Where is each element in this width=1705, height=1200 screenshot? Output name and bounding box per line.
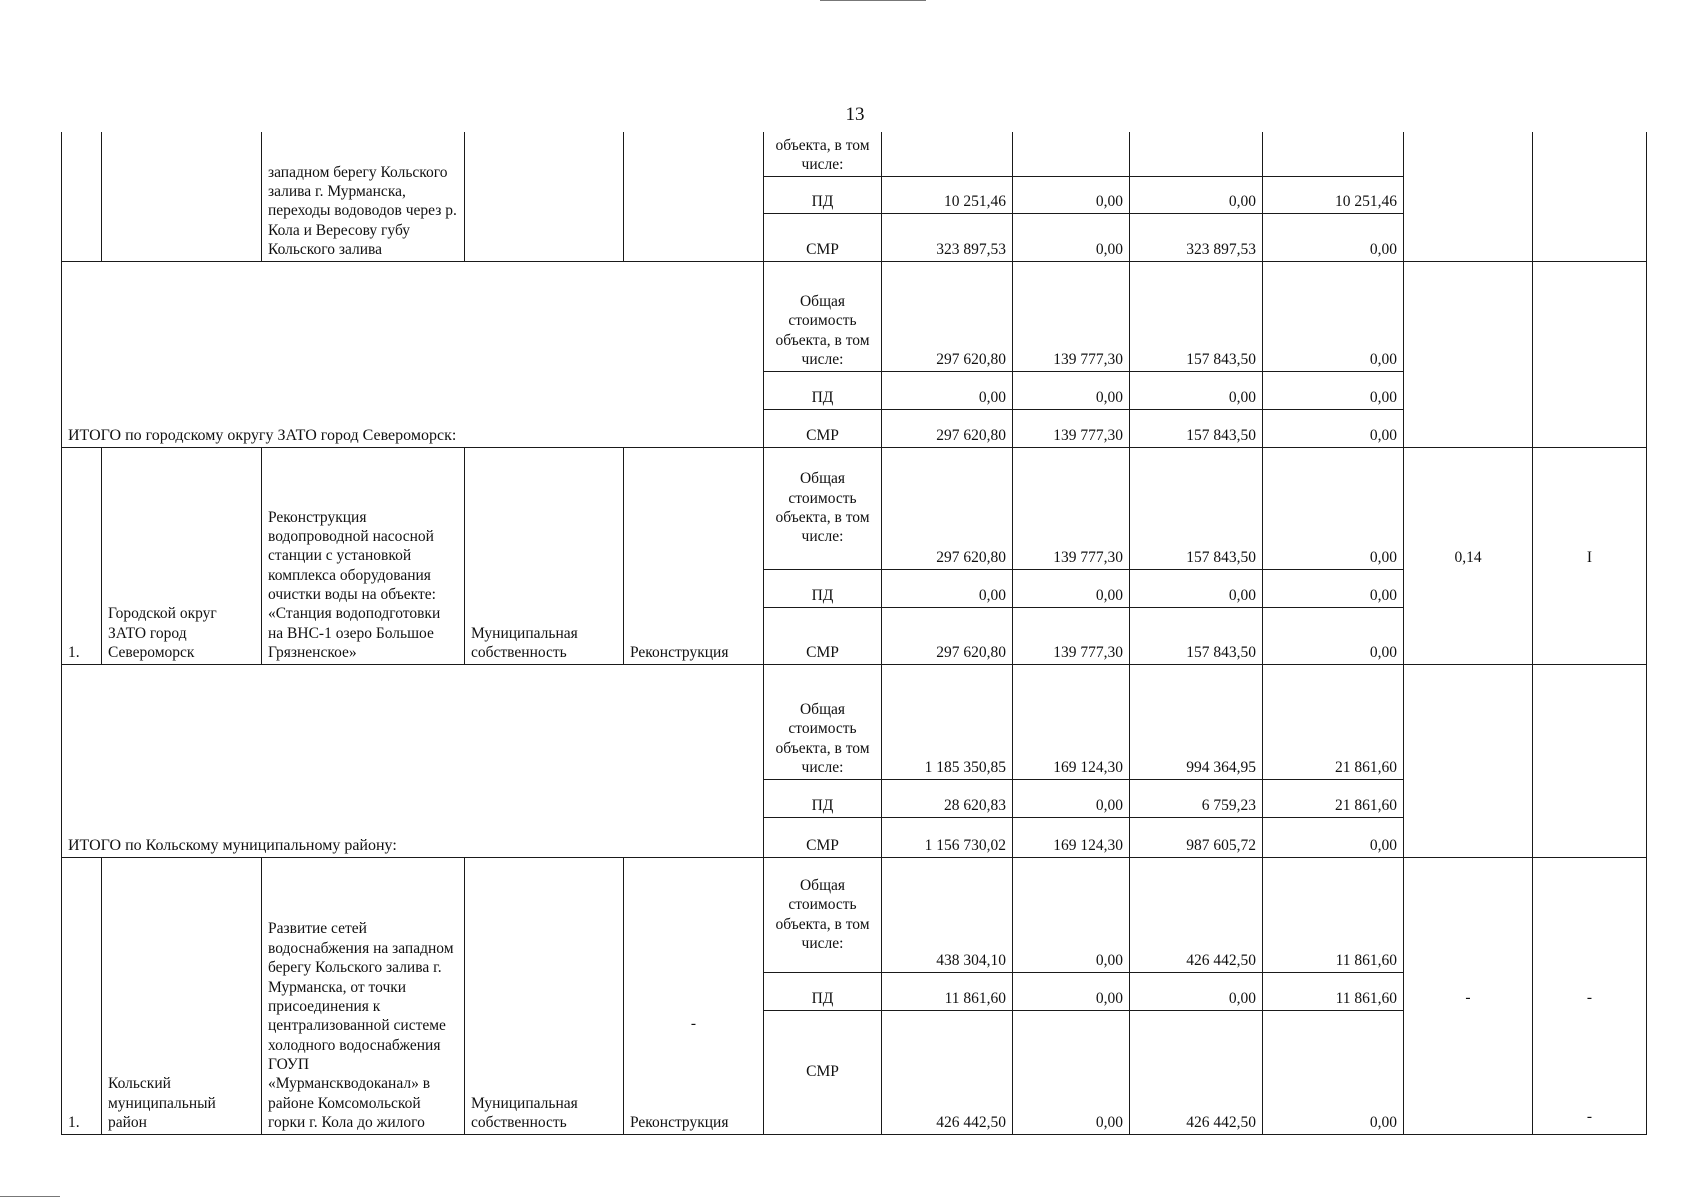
cell-value: 0,00 bbox=[1013, 371, 1130, 409]
cell-value: 987 605,72 bbox=[1130, 817, 1263, 857]
cell-object: Реконструкция водопроводной насосной станции с установкой комплекса оборудования очистки воды на объекте: «Станция водоподготовки на ВНС-1 озеро Большое Грязненское» bbox=[262, 447, 465, 664]
table-row bbox=[62, 664, 1647, 779]
cell-value: 139 777,30 bbox=[1013, 409, 1130, 447]
cell-value bbox=[1130, 132, 1263, 176]
cell-value: 0,00 bbox=[1130, 176, 1263, 213]
subtotal-label: ИТОГО по Кольскому муниципальному району: bbox=[62, 664, 764, 857]
subtotal-label: ИТОГО по городскому округу ЗАТО город Североморск: bbox=[62, 261, 764, 447]
cell-value: 0,00 bbox=[1013, 857, 1130, 972]
scan-artifact-top bbox=[820, 0, 926, 1]
cell-year bbox=[1533, 664, 1647, 857]
cell-cost-label: ПД bbox=[764, 176, 882, 213]
cell-value: 0,00 bbox=[1263, 261, 1404, 371]
cell-value: 21 861,60 bbox=[1263, 664, 1404, 779]
cell-value: 0,00 bbox=[1130, 371, 1263, 409]
cell-cost-label: СМР bbox=[764, 607, 882, 664]
cell-power: 0,14 bbox=[1404, 447, 1533, 664]
page-number: 13 bbox=[845, 104, 865, 125]
cell-value: 139 777,30 bbox=[1013, 447, 1130, 569]
scan-artifact-bottom bbox=[0, 1196, 60, 1197]
cell-value bbox=[1013, 132, 1130, 176]
cell-value: 0,00 bbox=[1263, 607, 1404, 664]
cell-value: 157 843,50 bbox=[1130, 261, 1263, 371]
cell-value: 0,00 bbox=[1263, 569, 1404, 607]
cell-value: 297 620,80 bbox=[882, 607, 1013, 664]
cell-owner: Кольский муниципальный район bbox=[102, 857, 262, 1134]
cell-value: 426 442,50 bbox=[1130, 857, 1263, 972]
cell-cost-label: СМР bbox=[764, 409, 882, 447]
cell-object: западном берегу Кольского залива г. Мурманска, переходы водоводов через р. Кола и Вересову губу Кольского залива bbox=[262, 132, 465, 261]
work-type-text: Реконструкция bbox=[630, 1114, 729, 1132]
cell-owner bbox=[102, 132, 262, 261]
cell-power bbox=[1404, 664, 1533, 857]
cell-value: 10 251,46 bbox=[882, 176, 1013, 213]
cell-value: 11 861,60 bbox=[1263, 857, 1404, 972]
cell-value: 323 897,53 bbox=[1130, 213, 1263, 261]
cell-value: 6 759,23 bbox=[1130, 779, 1263, 817]
cell-cost-label: СМР bbox=[764, 1010, 882, 1134]
cell-ownership: Муниципальная собственность bbox=[465, 447, 624, 664]
cell-value: 438 304,10 bbox=[882, 857, 1013, 972]
cell-value: 297 620,80 bbox=[882, 409, 1013, 447]
cell-value: 11 861,60 bbox=[1263, 972, 1404, 1010]
cell-value: 1 156 730,02 bbox=[882, 817, 1013, 857]
cell-value: 0,00 bbox=[882, 371, 1013, 409]
cell-value: 0,00 bbox=[1013, 779, 1130, 817]
cell-num: 1. bbox=[62, 857, 102, 1134]
cell-value bbox=[1263, 132, 1404, 176]
year-mark-2: - bbox=[1586, 1107, 1593, 1125]
cell-cost-label: Общая стоимость объекта, в том числе: bbox=[764, 857, 882, 972]
cell-value: 139 777,30 bbox=[1013, 261, 1130, 371]
cell-value: 0,00 bbox=[882, 569, 1013, 607]
cell-work-type: Реконструкция bbox=[624, 447, 764, 664]
cell-year bbox=[1533, 132, 1647, 261]
table-row bbox=[62, 261, 1647, 371]
cell-value: 0,00 bbox=[1013, 972, 1130, 1010]
cell-cost-label: СМР bbox=[764, 213, 882, 261]
cell-year: I bbox=[1533, 447, 1647, 664]
cell-value: 157 843,50 bbox=[1130, 409, 1263, 447]
cell-value: 28 620,83 bbox=[882, 779, 1013, 817]
cell-value: 297 620,80 bbox=[882, 447, 1013, 569]
cell-cost-label: ПД bbox=[764, 972, 882, 1010]
cell-value: 297 620,80 bbox=[882, 261, 1013, 371]
cell-value: 21 861,60 bbox=[1263, 779, 1404, 817]
cell-cost-label: Общая стоимость объекта, в том числе: bbox=[764, 664, 882, 779]
cell-value: 139 777,30 bbox=[1013, 607, 1130, 664]
cell-value: 0,00 bbox=[1130, 972, 1263, 1010]
cell-num bbox=[62, 132, 102, 261]
cell-cost-label: объекта, в том числе: bbox=[764, 132, 882, 176]
cell-value: 0,00 bbox=[1263, 213, 1404, 261]
cell-value: 169 124,30 bbox=[1013, 664, 1130, 779]
cell-year bbox=[1533, 261, 1647, 447]
cell-value: 0,00 bbox=[1013, 213, 1130, 261]
cell-value: 157 843,50 bbox=[1130, 607, 1263, 664]
investment-table bbox=[61, 132, 1647, 1135]
cell-value: 0,00 bbox=[1263, 447, 1404, 569]
cell-power: - bbox=[1404, 857, 1533, 1134]
cell-value bbox=[882, 132, 1013, 176]
cell-cost-label: ПД bbox=[764, 371, 882, 409]
cell-value: 0,00 bbox=[1263, 409, 1404, 447]
cell-value: 0,00 bbox=[1013, 176, 1130, 213]
cell-object: Развитие сетей водоснабжения на западном берегу Кольского залива г. Мурманска, от точки присоединения к централизованной системе холодного водоснабжения ГОУП «Мурманскводоканал» в районе Комсомольской горки г. Кола до жилого bbox=[262, 857, 465, 1134]
cell-value: 0,00 bbox=[1130, 569, 1263, 607]
cell-cost-label: Общая стоимость объекта, в том числе: bbox=[764, 447, 882, 569]
cell-value: 11 861,60 bbox=[882, 972, 1013, 1010]
cell-cost-label: СМР bbox=[764, 817, 882, 857]
cell-cost-label: Общая стоимость объекта, в том числе: bbox=[764, 261, 882, 371]
cell-value: 426 442,50 bbox=[1130, 1010, 1263, 1134]
cell-num: 1. bbox=[62, 447, 102, 664]
cell-value: 1 185 350,85 bbox=[882, 664, 1013, 779]
table-row bbox=[62, 132, 1647, 176]
table-row bbox=[62, 447, 1647, 569]
cell-ownership bbox=[465, 132, 624, 261]
cell-value: 994 364,95 bbox=[1130, 664, 1263, 779]
table-row bbox=[62, 857, 1647, 972]
cell-value: 0,00 bbox=[1263, 817, 1404, 857]
cell-work-type bbox=[624, 132, 764, 261]
cell-power bbox=[1404, 132, 1533, 261]
year-mark: - bbox=[1586, 988, 1593, 1006]
cell-value: 0,00 bbox=[1013, 1010, 1130, 1134]
cell-power bbox=[1404, 261, 1533, 447]
cell-owner: Городской округ ЗАТО город Североморск bbox=[102, 447, 262, 664]
cell-cost-label: ПД bbox=[764, 779, 882, 817]
cell-value: 426 442,50 bbox=[882, 1010, 1013, 1134]
work-type-mark: - bbox=[690, 1014, 697, 1032]
cell-value: 169 124,30 bbox=[1013, 817, 1130, 857]
cell-value: 323 897,53 bbox=[882, 213, 1013, 261]
cell-cost-label: ПД bbox=[764, 569, 882, 607]
cell-value: 0,00 bbox=[1263, 1010, 1404, 1134]
cell-ownership: Муниципальная собственность bbox=[465, 857, 624, 1134]
cell-value: 0,00 bbox=[1013, 569, 1130, 607]
cell-year bbox=[1533, 857, 1647, 1134]
cell-value: 0,00 bbox=[1263, 371, 1404, 409]
cell-value: 10 251,46 bbox=[1263, 176, 1404, 213]
cell-value: 157 843,50 bbox=[1130, 447, 1263, 569]
cell-work-type bbox=[624, 857, 764, 1134]
